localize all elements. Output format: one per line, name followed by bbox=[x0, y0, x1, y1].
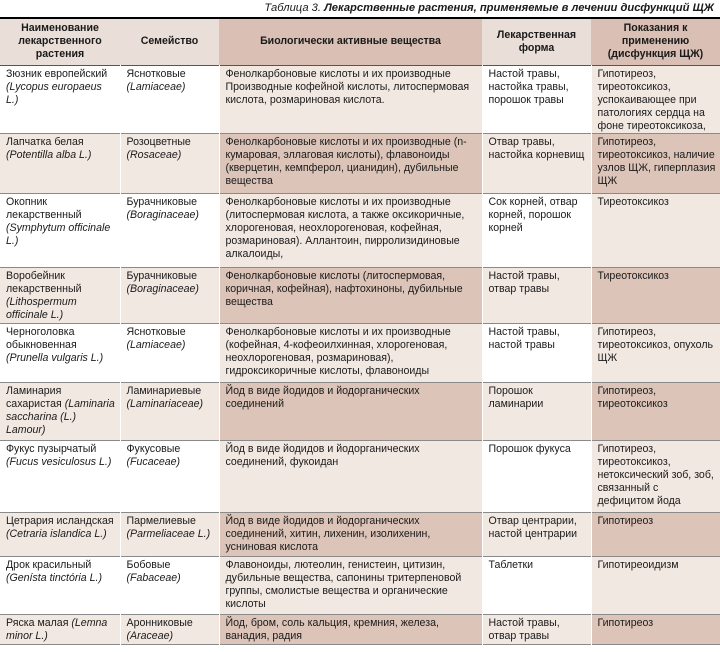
table-row bbox=[0, 556, 720, 614]
table-row bbox=[0, 512, 720, 556]
family-latin-name: (Lamiaceae) bbox=[126, 80, 186, 93]
indications-cell: Гипотиреоз, тиреотоксикоз bbox=[591, 382, 720, 440]
indications-cell: Гипотиреоз bbox=[591, 512, 720, 556]
plant-name-cell bbox=[0, 440, 120, 512]
family-latin-name: (Lamiaceae) bbox=[126, 338, 186, 351]
table-row bbox=[0, 267, 720, 323]
plant-latin-name: (Lemna minor L.) bbox=[6, 616, 108, 642]
plant-latin-name: (Laminaria saccharina (L.) Lamour) bbox=[6, 397, 115, 436]
family-name: Бобовые bbox=[126, 558, 171, 571]
form-cell: Настой травы, настой травы bbox=[482, 323, 591, 382]
plant-name-cell bbox=[0, 323, 120, 382]
substances-cell: Фенолкарбоновые кислоты (литоспермовая, коричная, кофейная), нафтохиноны, дубильные вещества bbox=[219, 267, 482, 323]
family-latin-name: (Parmeliaceae L.) bbox=[126, 527, 211, 540]
family-cell bbox=[120, 133, 219, 193]
header-active-substances: Биологически активные вещества bbox=[219, 19, 482, 65]
family-cell bbox=[120, 193, 219, 267]
indications-cell: Гипотиреоз, тиреотоксикоз, успокаивающее при патологиях сердца на фоне тиреотоксикоза, bbox=[591, 65, 720, 133]
family-cell bbox=[120, 614, 219, 644]
plant-name: Ламинария сахаристая bbox=[6, 384, 62, 410]
substances-cell: Йод, бром, соль кальция, кремния, железа, ванадия, радия bbox=[219, 614, 482, 644]
plant-latin-name: (Fucus vesiculosus L.) bbox=[6, 455, 112, 468]
form-cell: Сок корней, отвар корней, порошок корней bbox=[482, 193, 591, 267]
family-latin-name: (Fabaceae) bbox=[126, 571, 181, 584]
plant-name-cell bbox=[0, 512, 120, 556]
family-cell bbox=[120, 556, 219, 614]
indications-cell: Гипотиреоз, тиреотоксикоз, опухоль ЩЖ bbox=[591, 323, 720, 382]
indications-cell: Гипотиреоидизм bbox=[591, 556, 720, 614]
plant-name: Черноголовка обыкновенная bbox=[6, 325, 77, 351]
table-row bbox=[0, 133, 720, 193]
medicinal-plants-table bbox=[0, 19, 720, 645]
family-latin-name: (Araceae) bbox=[126, 629, 174, 642]
form-cell: Порошок ламинарии bbox=[482, 382, 591, 440]
plant-name: Лапчатка белая bbox=[6, 135, 84, 148]
plant-name: Зюзник европейский bbox=[6, 67, 108, 80]
plant-name-cell bbox=[0, 614, 120, 644]
plant-name: Ряска малая bbox=[6, 616, 69, 629]
plant-latin-name: (Potentilla alba L.) bbox=[6, 148, 92, 161]
family-latin-name: (Laminariaceae) bbox=[126, 397, 204, 410]
family-name: Фукусовые bbox=[126, 442, 181, 455]
family-latin-name: (Boraginaceae) bbox=[126, 208, 199, 221]
caption-label: Таблица 3. bbox=[264, 2, 321, 14]
family-name: Ламинариевые bbox=[126, 384, 202, 397]
indications-cell: Тиреотоксикоз bbox=[591, 193, 720, 267]
table-row bbox=[0, 323, 720, 382]
family-name: Яснотковые bbox=[126, 325, 186, 338]
substances-cell: Фенолкарбоновые кислоты и их производные (n-кумаровая, эллаговая кислоты), флавоноиды (кверцетин, кемпферол, цианидин), дубильные вещества bbox=[219, 133, 482, 193]
form-cell: Таблетки bbox=[482, 556, 591, 614]
table-row bbox=[0, 65, 720, 133]
table-row bbox=[0, 193, 720, 267]
family-name: Пармелиевые bbox=[126, 514, 196, 527]
substances-cell: Йод в виде йодидов и йодорганических соединений bbox=[219, 382, 482, 440]
form-cell: Настой травы, отвар травы bbox=[482, 267, 591, 323]
family-name: Розоцветные bbox=[126, 135, 191, 148]
plant-latin-name: (Symphytum officinale L.) bbox=[6, 221, 111, 247]
form-cell: Настой травы, настойка травы, порошок травы bbox=[482, 65, 591, 133]
plant-name-cell bbox=[0, 382, 120, 440]
plant-name-cell bbox=[0, 193, 120, 267]
indications-cell: Гипотиреоз, тиреотоксикоз, нетоксический зоб, зоб, связанный с дефицитом йода bbox=[591, 440, 720, 512]
header-row bbox=[0, 19, 720, 65]
family-cell bbox=[120, 267, 219, 323]
plant-latin-name: (Lithospermum officinale L.) bbox=[6, 295, 77, 321]
plant-name-cell bbox=[0, 133, 120, 193]
substances-cell: Фенолкарбоновые кислоты и их производные (литоспермовая кислота, а также оксикоричные, хлорогеновая, неохлорогеновая, кофейная, розмариновая). Аллантоин, пирролизидиновые алкалоиды, bbox=[219, 193, 482, 267]
plant-latin-name: (Prunella vulgaris L.) bbox=[6, 351, 104, 364]
family-cell bbox=[120, 323, 219, 382]
indications-cell: Гипотиреоз, тиреотоксикоз, наличие узлов ЩЖ, гиперплазия ЩЖ bbox=[591, 133, 720, 193]
family-name: Яснотковые bbox=[126, 67, 186, 80]
substances-cell: Йод в виде йодидов и йодорганических соединений, хитин, лихенин, изолихенин, уснинoвая кислота bbox=[219, 512, 482, 556]
caption-title: Лекарственные растения, применяемые в лечении дисфункций ЩЖ bbox=[324, 2, 714, 14]
header-plant-name: Наименование лекарственного растения bbox=[0, 19, 120, 65]
substances-cell: Флавоноиды, лютеолин, генистеин, цитизин, дубильные вещества, сапонины тритерпеновой группы, смолистые вещества и органические кислоты bbox=[219, 556, 482, 614]
substances-cell: Фенолкарбоновые кислоты и их производные (кофейная, 4-кофеоилхинная, хлорогеновая, неохлорогеновая, розмариновая), гидроксикоричные кислоты, флавоноиды bbox=[219, 323, 482, 382]
family-cell bbox=[120, 512, 219, 556]
substances-cell: Йод в виде йодидов и йодорганических соединений, фукоидан bbox=[219, 440, 482, 512]
plant-latin-name: (Lycopus europaeus L.) bbox=[6, 80, 102, 106]
plant-name: Воробейник лекарственный bbox=[6, 269, 82, 295]
family-name: Бурачниковые bbox=[126, 269, 198, 282]
family-latin-name: (Boraginaceae) bbox=[126, 282, 199, 295]
substances-cell: Фенолкарбоновые кислоты и их производные Производные кофейной кислоты, литоспермовая кислота, розмариновая кислота. bbox=[219, 65, 482, 133]
table-row bbox=[0, 440, 720, 512]
family-cell bbox=[120, 440, 219, 512]
plant-name: Дрок красильный bbox=[6, 558, 92, 571]
table-row bbox=[0, 614, 720, 644]
header-dosage-form: Лекарственная форма bbox=[482, 19, 591, 65]
plant-name: Цетрария исландская bbox=[6, 514, 114, 527]
plant-latin-name: (Cetraria islandica L.) bbox=[6, 527, 107, 540]
form-cell: Отвар центрарии, настой центрарии bbox=[482, 512, 591, 556]
form-cell: Настой травы, отвар травы bbox=[482, 614, 591, 644]
family-cell bbox=[120, 65, 219, 133]
plant-latin-name: (Genísta tinctória L.) bbox=[6, 571, 102, 584]
indications-cell: Тиреотоксикоз bbox=[591, 267, 720, 323]
plant-name: Фукус пузырчатый bbox=[6, 442, 97, 455]
plant-name-cell bbox=[0, 556, 120, 614]
header-family: Семейство bbox=[120, 19, 219, 65]
family-name: Бурачниковые bbox=[126, 195, 198, 208]
plant-name-cell bbox=[0, 65, 120, 133]
family-cell bbox=[120, 382, 219, 440]
plant-name-cell bbox=[0, 267, 120, 323]
plant-name: Окопник лекарственный bbox=[6, 195, 82, 221]
family-name: Аронниковые bbox=[126, 616, 193, 629]
family-latin-name: (Fucaceae) bbox=[126, 455, 181, 468]
indications-cell: Гипотиреоз bbox=[591, 614, 720, 644]
family-latin-name: (Rosaceae) bbox=[126, 148, 182, 161]
table-row bbox=[0, 382, 720, 440]
form-cell: Отвар травы, настойка корневищ bbox=[482, 133, 591, 193]
header-indications: Показания к применению (дисфункция ЩЖ) bbox=[591, 19, 720, 65]
form-cell: Порошок фукуса bbox=[482, 440, 591, 512]
table-caption bbox=[0, 0, 720, 17]
